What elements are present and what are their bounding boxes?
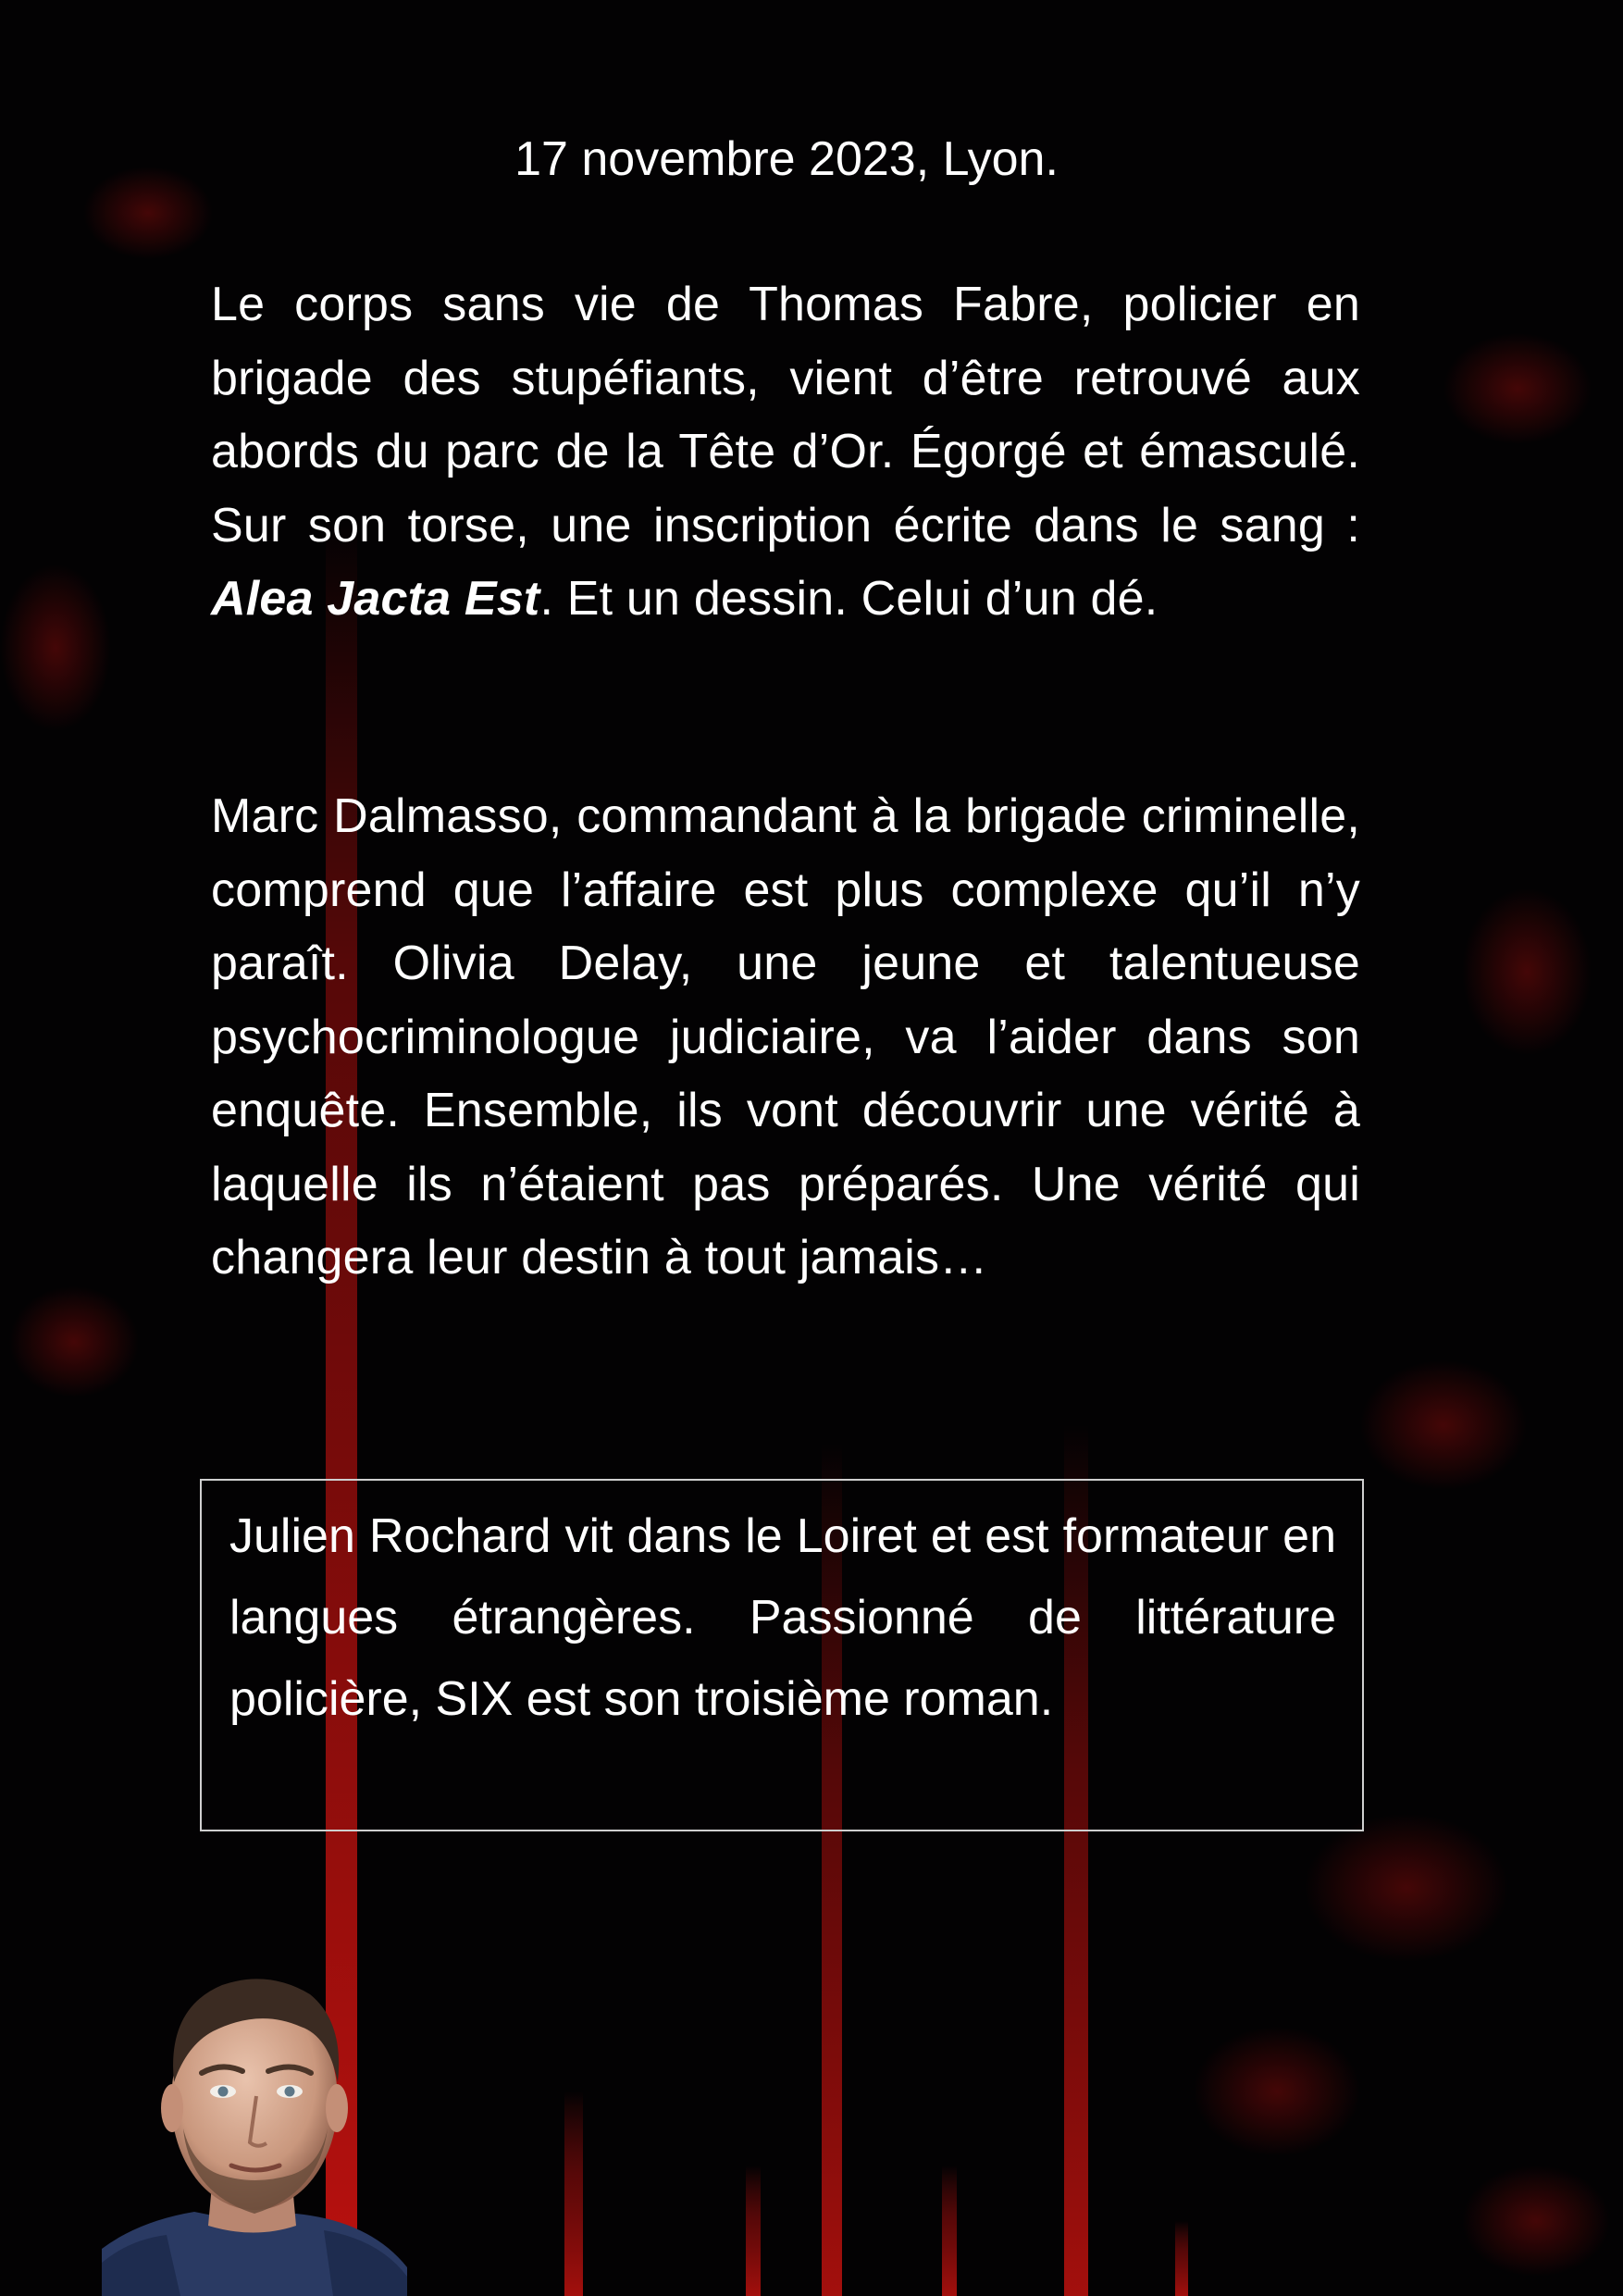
synopsis-text: Le corps sans vie de Thomas Fabre, policier en brigade des stupéfiants, vient d’être retrouvé aux abords du parc de la Tête d’Or. Égorgé et émasculé. Sur son torse, une inscription écrite dans le sang : xyxy=(211,278,1360,552)
synopsis-paragraph-1 xyxy=(211,268,1360,637)
author-bio: Julien Rochard vit dans le Loiret et est formateur en langues étrangères. Passionné de littérature policière, SIX est son troisième roman. xyxy=(229,1509,1336,1726)
synopsis-paragraph-2: Marc Dalmasso, commandant à la brigade criminelle, comprend que l’affaire est plus complexe qu’il n’y paraît. Olivia Delay, une jeune et talentueuse psychocriminologue judiciaire, va l’aider dans son enquête. Ensemble, ils vont découvrir une vérité à laquelle ils n’étaient pas préparés. Une vérité qui changera leur destin à tout jamais… xyxy=(211,789,1360,1285)
latin-inscription: Alea Jacta Est xyxy=(211,572,540,626)
date-place-heading: 17 novembre 2023, Lyon. xyxy=(514,132,1059,186)
synopsis-text: . Et un dessin. Celui d’un dé. xyxy=(539,572,1158,626)
author-photo xyxy=(102,1943,407,2296)
